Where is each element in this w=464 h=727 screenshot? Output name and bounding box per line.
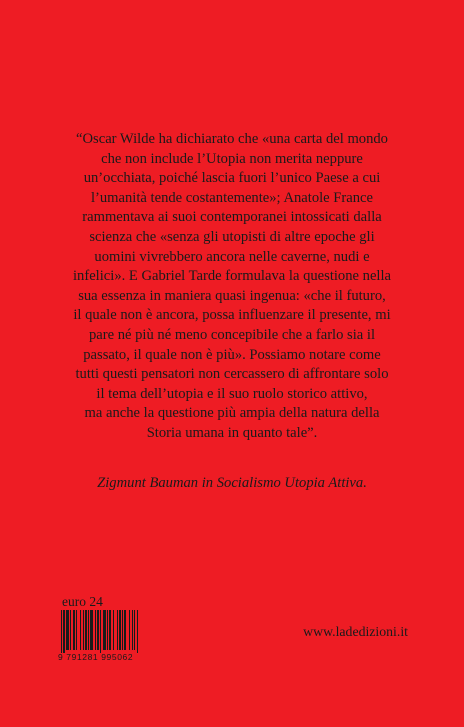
barcode-bar <box>66 610 69 650</box>
barcode-bar <box>90 610 93 650</box>
isbn-barcode <box>58 609 174 653</box>
barcode-bars-icon <box>58 609 174 653</box>
barcode-bar <box>83 610 84 650</box>
barcode-bar <box>134 610 135 650</box>
barcode-bar <box>61 610 62 653</box>
quote-line: scienza che «senza gli utopisti di altre epoche gli <box>89 228 375 245</box>
barcode-bar <box>124 610 126 650</box>
barcode-bar <box>119 610 121 650</box>
quote-attribution: Zigmunt Bauman in Socialismo Utopia Attiva. <box>97 475 367 491</box>
quote-line: uomini vivrebbero ancora nelle caverne, nudi e <box>94 248 370 265</box>
barcode-bar <box>103 610 106 650</box>
barcode-bar <box>88 610 89 650</box>
barcode-bar <box>100 610 101 653</box>
barcode-bar <box>109 610 111 650</box>
barcode-bar <box>113 610 114 650</box>
quote-line: Storia umana in quanto tale”. <box>146 424 318 441</box>
barcode-bar <box>132 610 133 650</box>
quote-line: che non include l’Utopia non merita neppure <box>101 150 363 167</box>
barcode-bar <box>85 610 87 650</box>
quote-line: il tema dell’utopia e il suo ruolo storico attivo, <box>96 385 368 402</box>
publisher-website: www.ladedizioni.it <box>303 624 408 639</box>
quote-line: infelici». E Gabriel Tarde formulava la questione nella <box>72 268 392 285</box>
back-cover-quote <box>56 130 408 444</box>
barcode-bar <box>63 610 65 653</box>
price-label: euro 24 <box>62 594 103 609</box>
quote-line: il quale non è ancora, possa influenzare il presente, mi <box>73 307 391 324</box>
barcode-bar <box>107 610 108 650</box>
barcode-bar <box>73 610 75 650</box>
quote-line: “Oscar Wilde ha dichiarato che «una carta del mondo <box>76 131 388 147</box>
quote-line: tutti questi pensatori non cercassero di affrontare solo <box>75 366 389 383</box>
barcode-bar <box>122 610 123 650</box>
barcode-bar <box>137 610 138 653</box>
barcode-bar <box>117 610 118 650</box>
barcode-bar <box>70 610 71 650</box>
barcode-bar <box>95 610 96 650</box>
quote-line: rammentava ai suoi contemporanei intossicati dalla <box>82 209 382 226</box>
barcode-digits: 9 791281 995062 <box>58 652 134 662</box>
barcode-bar <box>97 610 99 650</box>
quote-line: ma anche la questione più ampia della natura della <box>84 405 380 422</box>
quote-line: l’umanità tende costantemente»; Anatole France <box>90 189 374 206</box>
barcode-bar <box>80 610 81 650</box>
quote-line: un’occhiata, poiché lascia fuori l’unico Paese a cui <box>83 170 381 187</box>
barcode-bar <box>76 610 77 650</box>
quote-line: passato, il quale non è più». Possiamo notare come <box>83 346 381 363</box>
quote-line: pare né più né meno concepibile che a farlo sia il <box>88 326 376 343</box>
barcode-bar <box>129 610 130 650</box>
quote-line: sua essenza in maniera quasi ingenua: «che il futuro, <box>78 287 386 304</box>
